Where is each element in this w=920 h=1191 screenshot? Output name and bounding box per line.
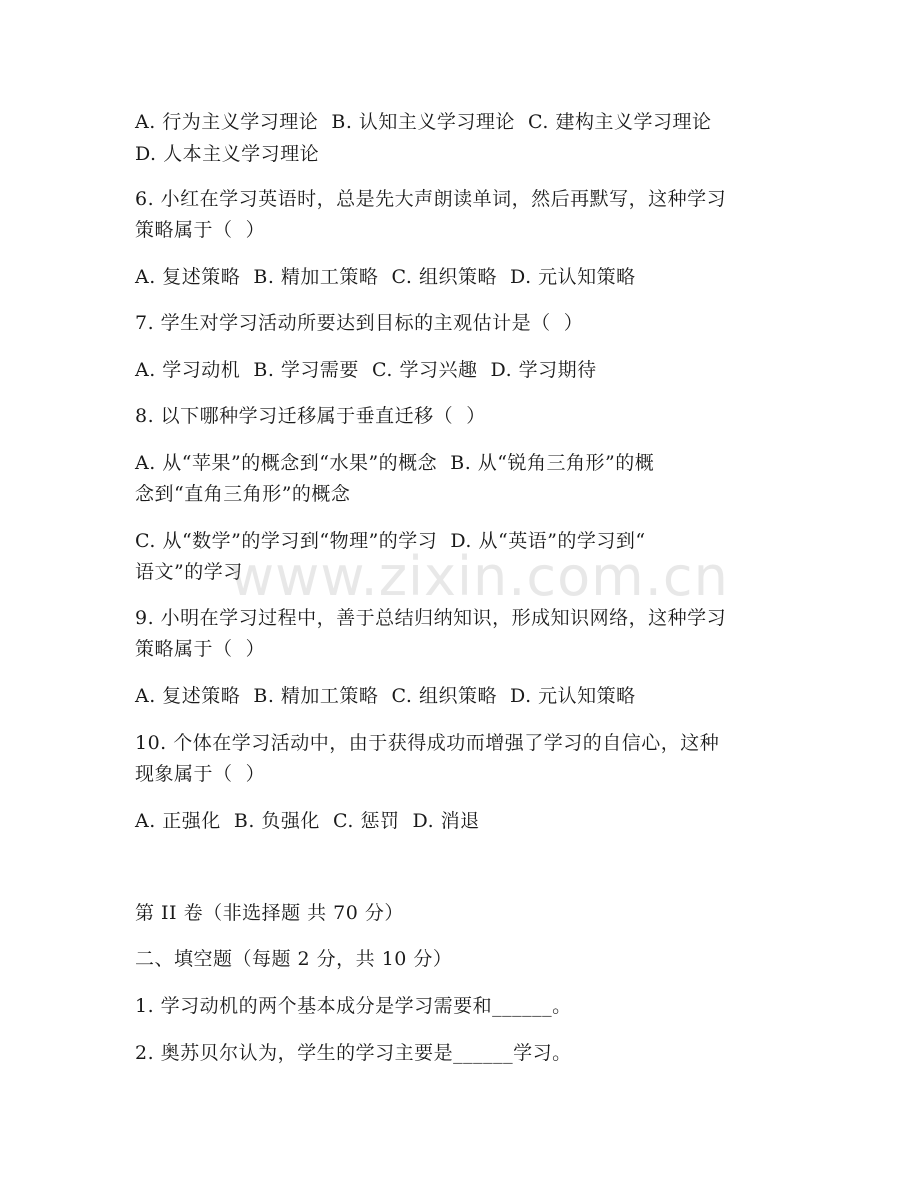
q6-stem-line-2: 策略属于（ ） [135, 219, 266, 241]
q6-options: A. 复述策略 B. 精加工策略 C. 组织策略 D. 元认知策略 [135, 266, 636, 288]
fill-question-2: 2. 奥苏贝尔认为，学生的学习主要是______学习。 [135, 1042, 572, 1064]
q8-option-ab-line-1: A. 从“苹果”的概念到“水果”的概念 B. 从“锐角三角形”的概 [135, 452, 655, 474]
q8-option-cd-line-1: C. 从“数学”的学习到“物理”的学习 D. 从“英语”的学习到“ [135, 530, 646, 552]
q8-option-cd-line-2: 语文”的学习 [135, 561, 243, 583]
q7-options: A. 学习动机 B. 学习需要 C. 学习兴趣 D. 学习期待 [135, 359, 597, 381]
q10-options: A. 正强化 B. 负强化 C. 惩罚 D. 消退 [135, 810, 480, 832]
q9-stem-line-1: 9. 小明在学习过程中，善于总结归纳知识，形成知识网络，这种学习 [135, 607, 727, 629]
volume-title: 第 II 卷（非选择题 共 70 分） [135, 902, 404, 924]
q8-stem: 8. 以下哪种学习迁移属于垂直迁移（ ） [135, 405, 486, 427]
q10-stem-line-1: 10. 个体在学习活动中，由于获得成功而增强了学习的自信心，这种 [135, 732, 720, 754]
fill-question-1: 1. 学习动机的两个基本成分是学习需要和______。 [135, 995, 572, 1017]
q9-stem-line-2: 策略属于（ ） [135, 638, 266, 660]
q7-stem: 7. 学生对学习活动所要达到目标的主观估计是（ ） [135, 312, 584, 334]
q9-options: A. 复述策略 B. 精加工策略 C. 组织策略 D. 元认知策略 [135, 685, 636, 707]
q10-stem-line-2: 现象属于（ ） [135, 763, 266, 785]
q6-stem-line-1: 6. 小红在学习英语时，总是先大声朗读单词，然后再默写，这种学习 [135, 188, 727, 210]
watermark: www.zixin.com.cn [230, 545, 729, 608]
q5-options-line-1: A. 行为主义学习理论 B. 认知主义学习理论 C. 建构主义学习理论 [135, 111, 712, 133]
part-title: 二、填空题（每题 2 分，共 10 分） [135, 948, 453, 970]
q8-option-ab-line-2: 念到“直角三角形”的概念 [135, 483, 351, 505]
q5-options-line-2: D. 人本主义学习理论 [135, 143, 320, 165]
